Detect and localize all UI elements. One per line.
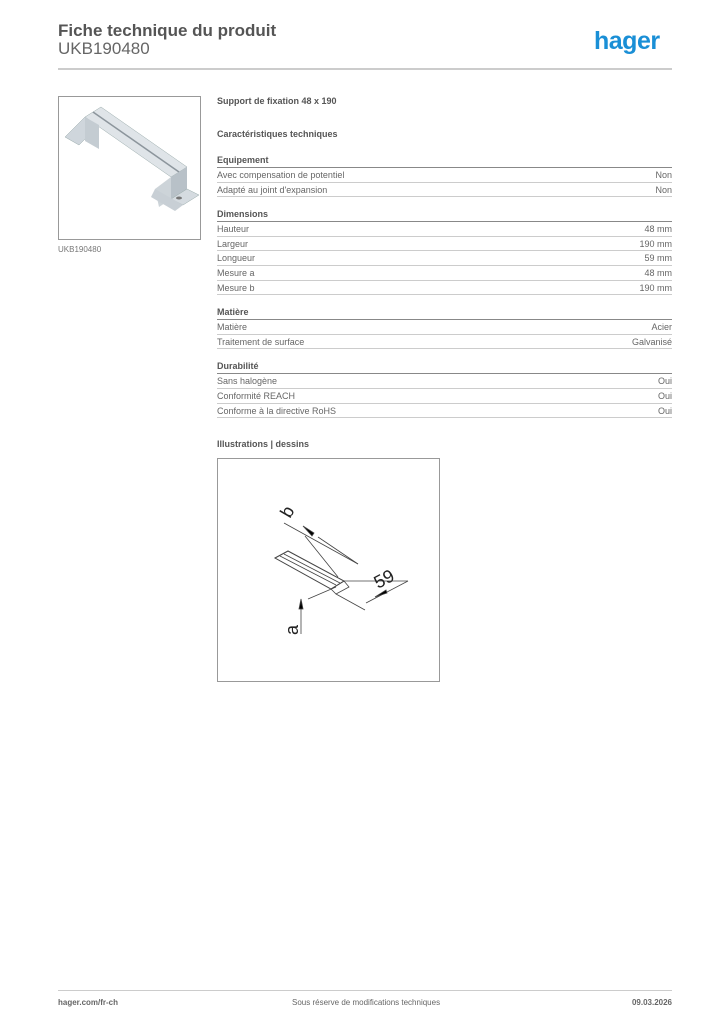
spec-label: Adapté au joint d'expansion [217,184,328,195]
spec-value: Galvanisé [631,336,672,347]
spec-row [217,404,672,419]
spec-row [217,168,672,183]
footer-date: 09.03.2026 [631,998,672,1007]
section-title: Equipement [217,155,672,168]
spec-row [217,237,672,252]
spec-heading: Caractéristiques techniques [217,129,338,139]
spec-label: Sans halogène [217,376,278,387]
spec-label: Avec compensation de potentiel [217,170,345,180]
illustrations-heading: Illustrations | dessins [217,439,310,449]
footer-website[interactable]: hager.com/fr-ch [58,998,119,1007]
spec-label: Conformité REACH [217,390,296,401]
spec-label: Matière [217,322,248,333]
spec-value: Oui [657,390,672,401]
spec-row [217,266,672,281]
spec-section [217,209,672,295]
spec-value: 190 mm [639,282,672,293]
page-title: Fiche technique du produit [58,21,277,40]
section-title: Matière [217,307,672,320]
spec-row [217,374,672,389]
hager-logo: hager [594,27,660,55]
spec-value: 48 mm [644,267,672,278]
spec-label: Traitement de surface [217,336,305,347]
product-code: UKB190480 [58,39,150,58]
spec-label: Conforme à la directive RoHS [217,405,337,416]
product-name: Support de fixation 48 x 190 [217,96,337,106]
spec-row [217,222,672,237]
header-divider [58,68,672,70]
spec-label: Longueur [217,253,256,264]
spec-value: 48 mm [644,224,672,235]
spec-label: Hauteur [217,224,250,235]
spec-label: Largeur [217,238,249,249]
image-caption: UKB190480 [58,245,102,254]
label-b: b [276,502,299,521]
section-title: Durabilité [217,361,672,374]
spec-row [217,335,672,350]
spec-label: Mesure a [217,267,255,278]
spec-value: Oui [657,376,672,387]
spec-value: Non [655,184,672,195]
spec-value: Oui [657,405,672,416]
spec-section [217,361,672,418]
section-title: Dimensions [217,209,672,222]
label-a: a [282,624,302,635]
product-image [58,96,201,240]
spec-row [217,320,672,335]
footer-divider [58,990,672,991]
label-59: 59 [370,565,398,593]
spec-row [217,281,672,296]
spec-value: Acier [651,322,672,333]
dimension-drawing [217,458,440,682]
spec-value: 190 mm [639,238,672,249]
spec-label: Mesure b [217,282,255,293]
spec-panel [217,96,672,418]
spec-section [217,155,672,197]
footer-notice: Sous réserve de modifications techniques [292,998,441,1007]
spec-row [217,251,672,266]
spec-value: 59 mm [644,253,672,264]
spec-row [217,183,672,198]
spec-value: Non [655,170,672,180]
spec-row [217,389,672,404]
spec-section [217,307,672,349]
